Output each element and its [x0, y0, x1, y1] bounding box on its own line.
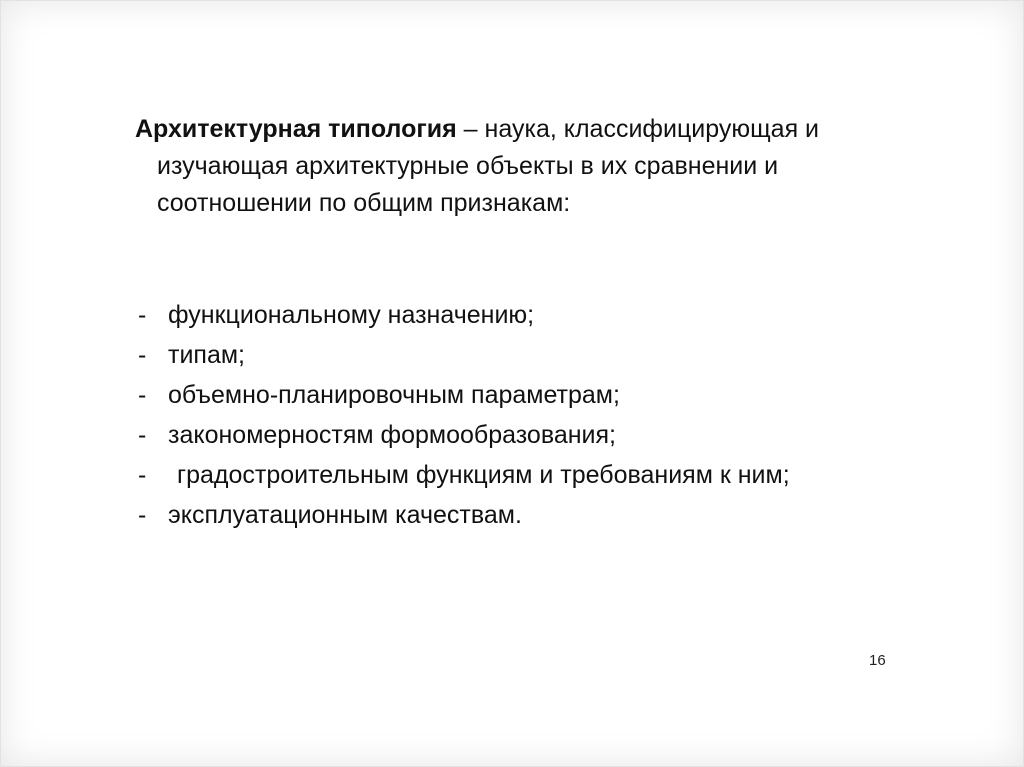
list-item-text: функциональному назначению;	[168, 301, 535, 329]
list-item	[135, 335, 790, 375]
term-heading: Архитектурная типология	[135, 115, 457, 143]
list-item-text: объемно-планировочным параметрам;	[168, 381, 620, 409]
list-item	[135, 375, 790, 415]
definition-block	[135, 111, 875, 222]
list-item-text: градостроительным функциям и требованиям к ним;	[177, 461, 790, 489]
bullet-dash: -	[138, 461, 147, 489]
bullet-dash: -	[138, 501, 147, 529]
list-item	[135, 415, 790, 455]
definition-text: – наука, классифицирующая и изучающая архитектурные объекты в их сравнении и соотношении по общим признакам:	[157, 115, 820, 217]
criteria-list	[135, 295, 790, 535]
definition-paragraph	[135, 111, 875, 222]
list-item-text: типам;	[168, 341, 245, 369]
bullet-dash: -	[138, 341, 147, 369]
bullet-dash: -	[138, 421, 147, 449]
list-item	[135, 455, 790, 495]
list-item-text: эксплуатационным качествам.	[168, 501, 522, 529]
page-number: 16	[869, 652, 886, 669]
list-item	[135, 295, 790, 335]
bullet-dash: -	[138, 381, 147, 409]
bullet-dash: -	[138, 301, 147, 329]
list-item-text: закономерностям формообразования;	[168, 421, 616, 449]
list-item	[135, 495, 790, 535]
